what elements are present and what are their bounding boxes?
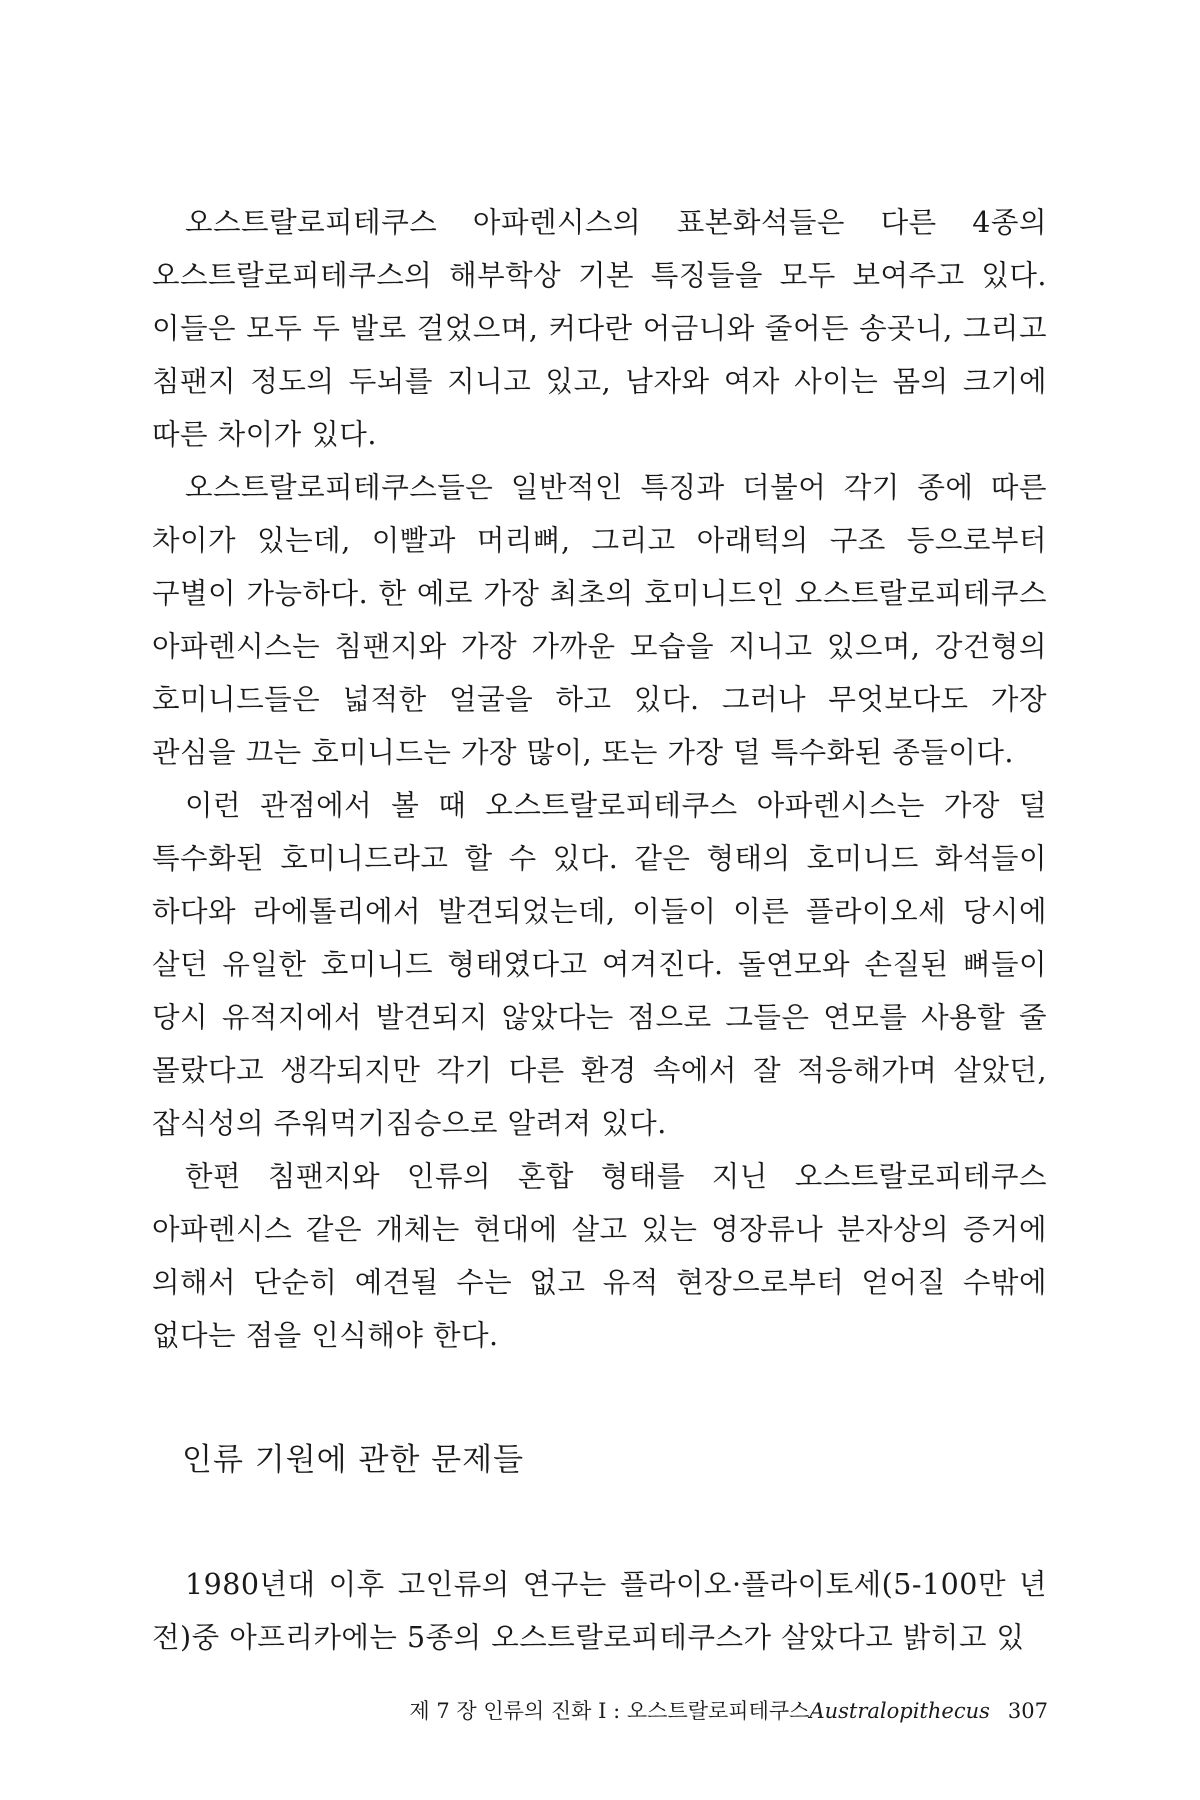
footer-chapter-title-en: Australopithecus <box>809 1699 990 1723</box>
paragraph-1: 오스트랄로피테쿠스 아파렌시스의 표본화석들은 다른 4종의 오스트랄로피테쿠스의 해부학상 기본 특징들을 모두 보여주고 있다. 이들은 모두 두 발로 걸었으며, 커다란 어금니와 줄어든 송곳니, 그리고 침팬지 정도의 두뇌를 지니고 있고, 남자와 여자 사이는 몸의 크기에 따른 차이가 있다. <box>152 206 1047 451</box>
paragraph-4: 한편 침팬지와 인류의 혼합 형태를 지닌 오스트랄로피테쿠스 아파렌시스 같은 개체는 현대에 살고 있는 영장류나 분자상의 증거에 의해서 단순히 예견될 수는 없고 유적 현장으로부터 얻어질 수밖에 없다는 점을 인식해야 한다. <box>152 1160 1047 1352</box>
section-paragraph: 1980년대 이후 고인류의 연구는 플라이오·플라이토세(5-100만 년 전)중 아프리카에는 5종의 오스트랄로피테쿠스가 살았다고 밝히고 있 <box>152 1568 1047 1654</box>
running-footer <box>330 1697 1048 1725</box>
paragraph-3: 이런 관점에서 볼 때 오스트랄로피테쿠스 아파렌시스는 가장 덜 특수화된 호미니드라고 할 수 있다. 같은 형태의 호미니드 화석들이 하다와 라에톨리에서 발견되었는데, 이들이 이른 플라이오세 당시에 살던 유일한 호미니드 형태였다고 여겨진다. 돌연모와 손질된 뼈들이 당시 유적지에서 발견되지 않았다는 점으로 그들은 연모를 사용할 줄 몰랐다고 생각되지만 각기 다른 환경 속에서 잘 적응해가며 살았던, 잡식성의 주워먹기짐승으로 알려져 있다. <box>152 789 1047 1140</box>
section-heading: 인류 기원에 관한 문제들 <box>182 1442 525 1478</box>
footer-chapter-title: 제 7 장 인류의 진화 Ⅰ : 오스트랄로피테쿠스 <box>409 1699 810 1723</box>
page-number: 307 <box>1007 1699 1048 1723</box>
paragraph-2: 오스트랄로피테쿠스들은 일반적인 특징과 더불어 각기 종에 따른 차이가 있는데, 이빨과 머리뼈, 그리고 아래턱의 구조 등으로부터 구별이 가능하다. 한 예로 가장 최초의 호미니드인 오스트랄로피테쿠스 아파렌시스는 침팬지와 가장 가까운 모습을 지니고 있으며, 강건형의 호미니드들은 넓적한 얼굴을 하고 있다. 그러나 무엇보다도 가장 관심을 끄는 호미니드는 가장 많이, 또는 가장 덜 특수화된 종들이다. <box>152 471 1047 769</box>
page-body <box>152 196 1047 1664</box>
